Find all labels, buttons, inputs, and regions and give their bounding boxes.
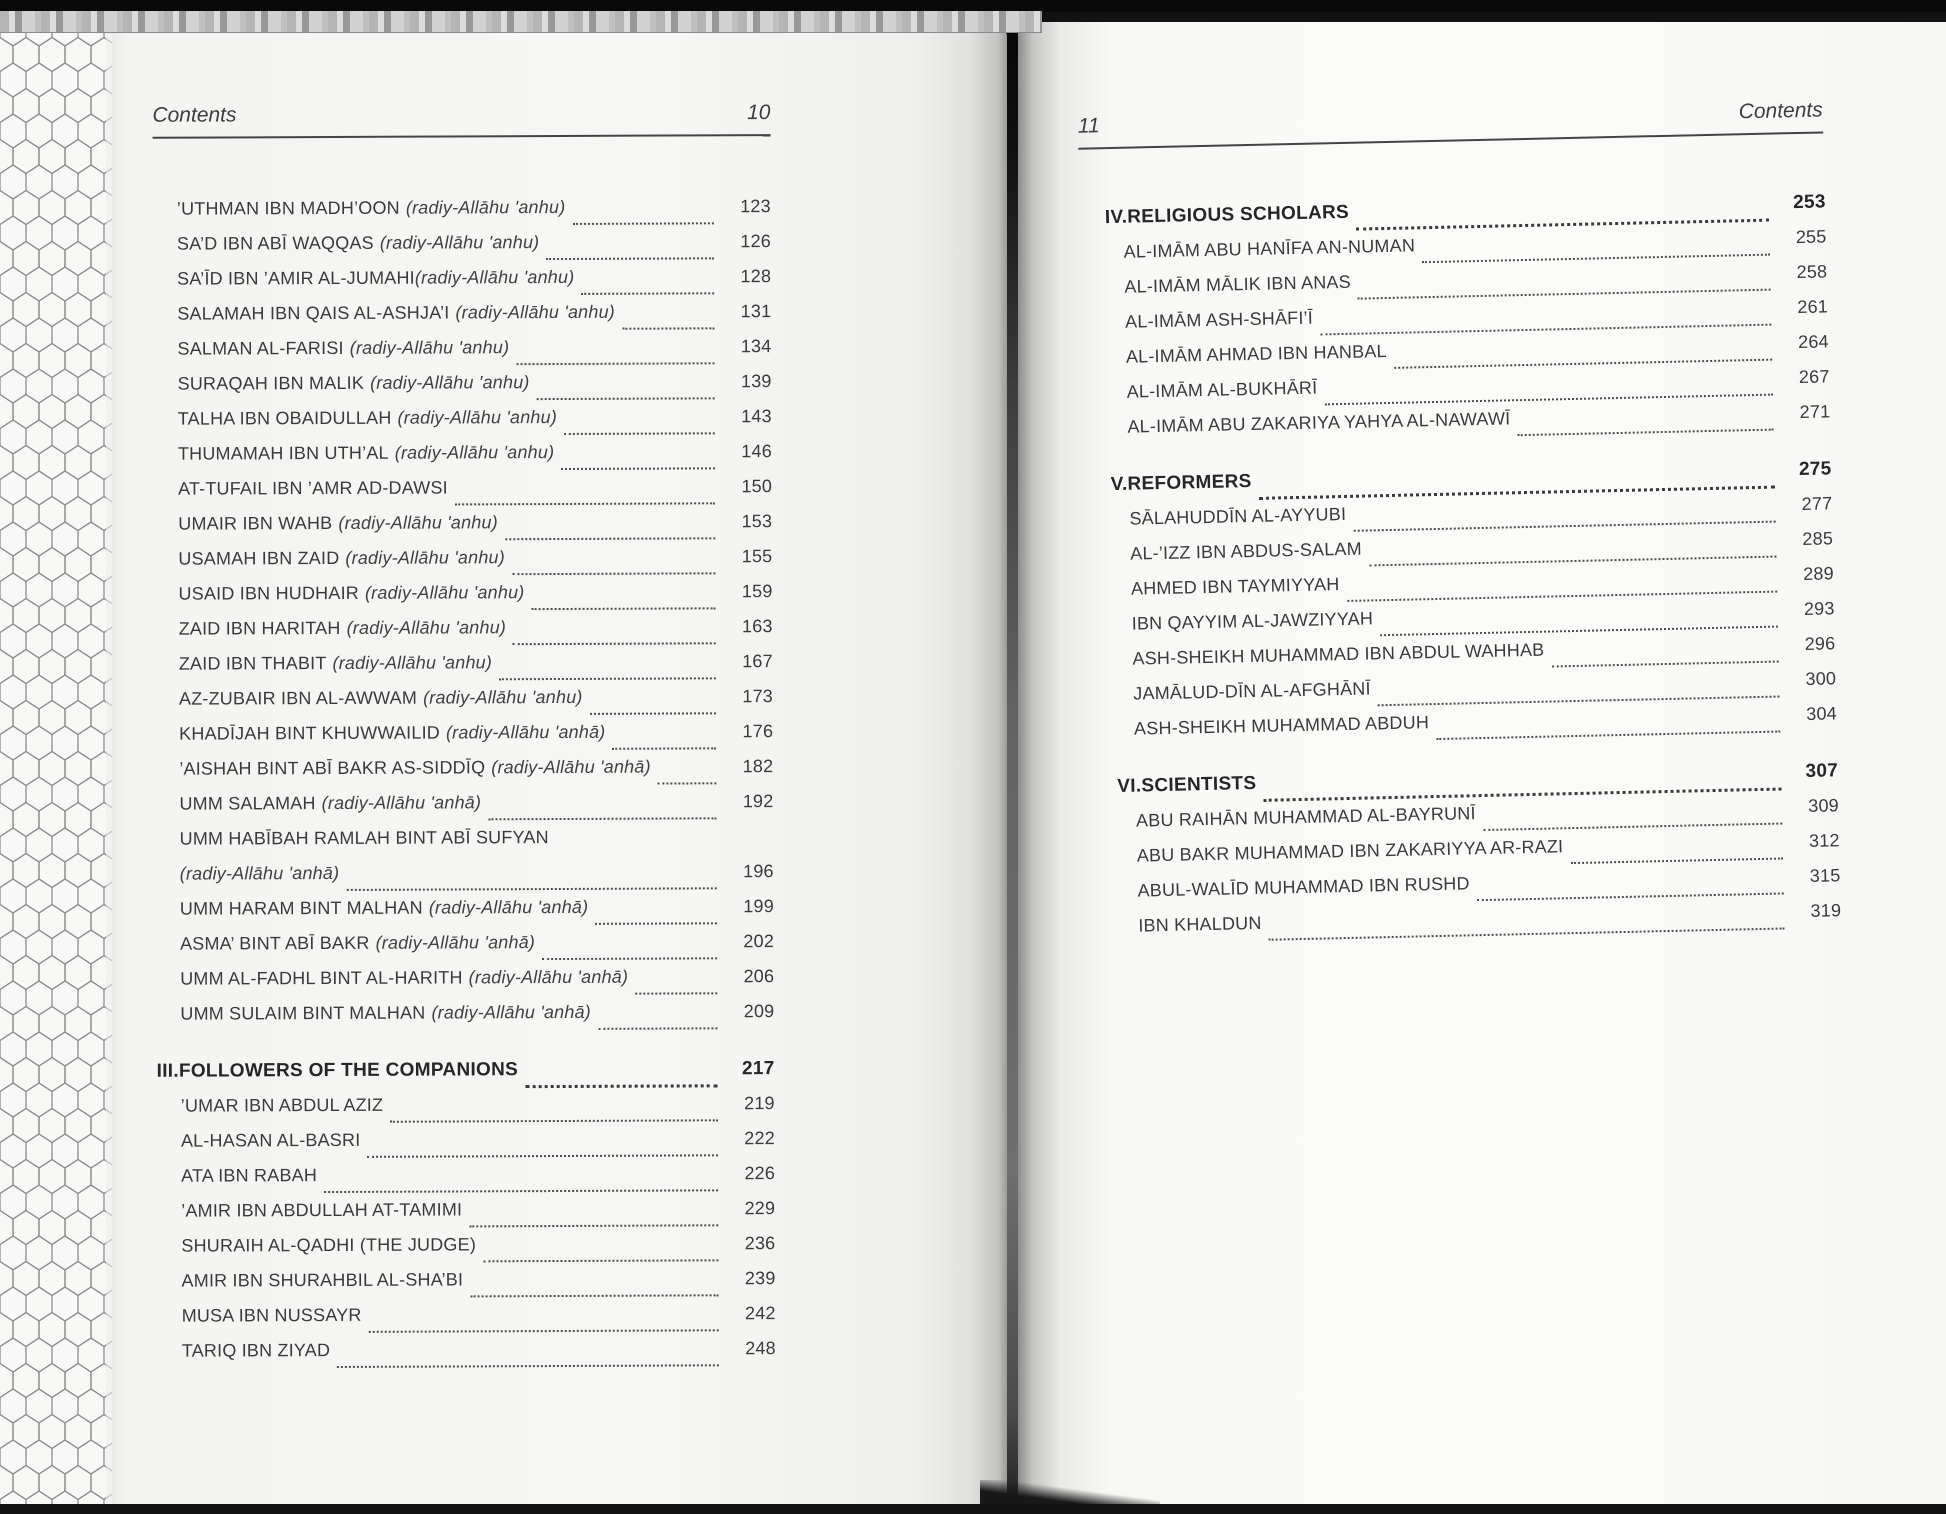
dot-leader: [1369, 556, 1776, 567]
toc-entry-row: [177, 266, 771, 304]
entry-page-number: 167: [742, 651, 773, 672]
entry-page-number: 143: [741, 406, 772, 427]
entry-title: SA’ĪD IBN ’AMIR AL-JUMAHI: [177, 267, 415, 289]
entry-page-number: 131: [740, 301, 772, 322]
entry-page-number: 289: [1802, 563, 1835, 584]
entry-page-number: 242: [744, 1303, 776, 1324]
entry-title: AL-IMĀM AL-BUKHĀRĪ: [1126, 377, 1318, 402]
entry-page-number: 176: [742, 721, 774, 742]
dot-leader: [483, 1259, 718, 1262]
dot-leader: [546, 257, 714, 260]
toc-entry-row: [178, 546, 772, 584]
entry-page-number: 239: [744, 1268, 776, 1289]
entry-title: ’UTHMAN IBN MADH’OON: [176, 197, 400, 219]
entry-page-number: 312: [1808, 830, 1840, 851]
entry-page-number: 226: [744, 1163, 776, 1184]
dot-leader: [613, 747, 717, 749]
entry-title: ASMA’ BINT ABĪ BAKR: [180, 932, 370, 954]
entry-page-number: 199: [743, 896, 774, 917]
entry-title: AMIR IBN SHURAHBIL AL-SHA’BI: [181, 1269, 464, 1291]
entry-page-number: 229: [744, 1198, 776, 1219]
entry-title: SURAQAH IBN MALIK: [177, 372, 365, 394]
entry-page-number: 139: [740, 371, 772, 392]
toc-entry-row: [179, 651, 773, 689]
toc-entry-row: [178, 476, 772, 514]
section-title: III.FOLLOWERS OF THE COMPANIONS: [156, 1059, 519, 1082]
entry-page-number: 146: [741, 441, 772, 462]
dot-leader: [337, 1364, 719, 1368]
entry-title: USAMAH IBN ZAID: [178, 547, 340, 569]
entry-title: AL-IMĀM ASH-SHĀFI’Ī: [1124, 307, 1314, 332]
toc-entry-row: [179, 686, 773, 724]
toc-list-right: [1104, 191, 1842, 950]
entry-title: UMM HARAM BINT MALHAN: [179, 897, 423, 919]
entry-title: AL-IMĀM MĀLIK IBN ANAS: [1124, 271, 1352, 297]
entry-title: AHMED IBN TAYMIYYAH: [1130, 574, 1340, 599]
entry-title: ATA IBN RABAH: [181, 1165, 318, 1186]
dot-leader: [1378, 696, 1780, 707]
toc-section-row: [157, 1058, 775, 1096]
folio-number: 11: [1077, 114, 1100, 138]
entry-page-number: 307: [1805, 760, 1839, 782]
dot-leader: [369, 1329, 719, 1333]
entry-title: THUMAMAH IBN UTH’AL: [177, 442, 389, 464]
dot-leader: [470, 1294, 718, 1297]
entry-honorific: (radiy-Allāhu 'anhā): [431, 1001, 592, 1023]
entry-page-number: 304: [1806, 703, 1838, 724]
entry-title: TALHA IBN OBAIDULLAH: [177, 407, 392, 429]
toc-entry-row: [181, 1198, 775, 1236]
entry-title: ABUL-WALĪD MUHAMMAD IBN RUSHD: [1137, 873, 1470, 901]
entry-honorific: (radiy-Allāhu 'anhā): [321, 792, 482, 814]
dot-leader: [658, 782, 717, 784]
entry-title: AL-IMĀM ABU HANĪFA AN-NUMAN: [1123, 235, 1416, 262]
entry-honorific: (radiy-Allāhu 'anhu): [379, 232, 540, 253]
toc-entry-row: [178, 441, 772, 479]
entry-honorific: (radiy-Allāhu 'anhu): [349, 337, 510, 358]
dot-leader: [455, 502, 715, 505]
entry-honorific: (radiy-Allāhu 'anhā): [179, 862, 340, 884]
dot-leader: [525, 1084, 718, 1088]
toc-entry-row: [180, 966, 774, 1004]
entry-page-number: 264: [1797, 331, 1829, 353]
entry-honorific: (radiy-Allāhu 'anhu): [332, 652, 493, 673]
entry-page-number: 261: [1797, 296, 1829, 318]
toc-entry-row: [178, 406, 772, 444]
dot-leader: [346, 887, 716, 891]
toc-entry-row: [179, 721, 773, 759]
dot-leader: [590, 712, 716, 715]
entry-honorific: (radiy-Allāhu 'anhu): [364, 582, 525, 603]
right-page-header: [1078, 98, 1824, 149]
honeycomb-endpaper: [0, 12, 118, 1504]
entry-title: ZAID IBN HARITAH: [178, 617, 341, 639]
dot-leader: [1422, 254, 1770, 264]
toc-list-left: [156, 196, 776, 1376]
dot-leader: [572, 222, 713, 225]
entry-title: IBN QAYYIM AL-JAWZIYYAH: [1131, 608, 1374, 634]
entry-title: SHURAIH AL-QADHI (THE JUDGE): [181, 1234, 477, 1256]
dot-leader: [532, 607, 716, 610]
entry-honorific: (radiy-Allāhu 'anhu): [423, 686, 583, 708]
decorated-page-edges: [0, 11, 1042, 33]
entry-honorific: (radiy-Allāhu 'anhā): [428, 896, 589, 918]
entry-title: UMM SALAMAH: [179, 793, 316, 814]
honeycomb-pattern-icon: [0, 12, 118, 1504]
entry-page-number: 159: [741, 581, 773, 602]
entry-page-number: 163: [741, 616, 773, 637]
toc-entry-row: [179, 616, 773, 654]
toc-entry-row: [181, 1163, 775, 1201]
entry-title: AL-HASAN AL-BASRI: [180, 1129, 361, 1151]
toc-entry-row: [182, 1303, 776, 1341]
entry-title: UMAIR IBN WAHB: [178, 512, 333, 534]
entry-title: ABU BAKR MUHAMMAD IBN ZAKARIYYA AR-RAZI: [1136, 836, 1564, 866]
entry-honorific: (radiy-Allāhu 'anhu): [338, 512, 498, 533]
entry-honorific: (radiy-Allāhu 'anhu): [370, 372, 530, 393]
entry-page-number: 150: [741, 476, 773, 497]
toc-section-gap: [180, 1036, 774, 1061]
entry-title: SA’D IBN ABĪ WAQQAS: [176, 232, 374, 254]
entry-honorific: (radiy-Allāhu 'anhu): [397, 407, 558, 428]
entry-title: MUSA IBN NUSSAYR: [181, 1304, 362, 1326]
dot-leader: [1518, 429, 1774, 437]
entry-page-number: 182: [742, 756, 774, 777]
right-page: [1018, 22, 1946, 1504]
entry-page-number: 219: [744, 1093, 775, 1114]
toc-entry-row: [180, 1001, 774, 1039]
entry-page-number: 206: [743, 966, 775, 987]
entry-honorific: (radiy-Allāhu 'anhu): [346, 617, 507, 638]
dot-leader: [622, 327, 714, 329]
entry-honorific: (radiy-Allāhu 'anhu): [394, 442, 555, 463]
toc-entry-row: [180, 896, 774, 934]
dot-leader: [581, 292, 714, 295]
dot-leader: [1436, 731, 1780, 741]
entry-title: SALMAN AL-FARISI: [177, 337, 344, 359]
dot-leader: [1571, 857, 1783, 864]
entry-page-number: 192: [742, 791, 774, 812]
toc-entry-row: [181, 1093, 775, 1131]
dot-leader: [324, 1189, 718, 1193]
entry-honorific: (radiy-Allāhu 'anhu): [414, 266, 575, 288]
binding-shadow: [980, 1480, 1160, 1504]
dot-leader: [505, 537, 715, 540]
entry-page-number: 285: [1802, 528, 1834, 549]
entry-page-number: 155: [741, 546, 773, 567]
entry-title: UMM HABĪBAH RAMLAH BINT ABĪ SUFYAN: [179, 827, 549, 849]
entry-title: ’UMAR IBN ABDUL AZIZ: [180, 1094, 384, 1116]
running-title: Contents: [1738, 98, 1823, 124]
entry-page-number: 248: [745, 1338, 776, 1359]
dot-leader: [1477, 892, 1784, 901]
entry-title: JAMĀLUD-DĪN AL-AFGHĀNĪ: [1133, 678, 1371, 704]
entry-page-number: 196: [743, 861, 774, 882]
dot-leader: [635, 992, 717, 994]
entry-honorific: (radiy-Allāhu 'anhu): [405, 196, 566, 218]
entry-page-number: 217: [741, 1058, 775, 1080]
dot-leader: [1394, 359, 1772, 369]
entry-title: UMM AL-FADHL BINT AL-HARITH: [180, 967, 463, 989]
entry-page-number: 319: [1810, 900, 1842, 921]
entry-honorific: (radiy-Allāhu 'anhā): [491, 756, 651, 778]
toc-entry-row: [177, 231, 771, 269]
entry-title: SALAMAH IBN QAIS AL-ASHJA’I: [177, 302, 450, 324]
dot-leader: [1380, 626, 1778, 637]
toc-entry-row: [179, 791, 773, 829]
entry-page-number: 209: [743, 1001, 775, 1022]
entry-page-number: 222: [744, 1128, 775, 1149]
entry-page-number: 134: [740, 336, 772, 357]
dot-leader: [367, 1154, 718, 1158]
entry-honorific: (radiy-Allāhu 'anhā): [468, 966, 629, 988]
dot-leader: [542, 957, 717, 960]
left-page: [112, 30, 1007, 1504]
dot-leader: [595, 922, 717, 925]
entry-title: AL-IMĀM ABU ZAKARIYA YAHYA AL-NAWAWĪ: [1127, 408, 1511, 437]
entry-title: TARIQ IBN ZIYAD: [181, 1340, 331, 1361]
entry-page-number: 202: [743, 931, 775, 952]
entry-title: KHADĪJAH BINT KHUWWAILID: [179, 722, 441, 744]
entry-page-number: 309: [1808, 795, 1840, 816]
entry-honorific: (radiy-Allāhu 'anhā): [445, 721, 606, 743]
toc-entry-row: [178, 511, 772, 549]
dot-leader: [1269, 927, 1785, 940]
entry-title: AL-’IZZ IBN ABDUS-SALAM: [1130, 538, 1363, 564]
toc-entry-row: [178, 371, 772, 409]
dot-leader: [469, 1224, 718, 1227]
entry-honorific: (radiy-Allāhu 'anhu): [455, 301, 616, 323]
entry-title: AZ-ZUBAIR IBN AL-AWWAM: [178, 687, 418, 709]
dot-leader: [516, 362, 714, 365]
entry-title: ’AISHAH BINT ABĪ BAKR AS-SIDDĪQ: [179, 757, 486, 779]
section-title: IV.RELIGIOUS SCHOLARS: [1104, 201, 1350, 229]
dot-leader: [390, 1119, 718, 1122]
entry-page-number: 153: [741, 511, 773, 532]
running-title: Contents: [152, 103, 237, 127]
entry-page-number: 277: [1801, 493, 1833, 515]
toc-entry-row: [180, 826, 774, 864]
section-title: VI.SCIENTISTS: [1117, 772, 1257, 798]
dot-leader: [488, 817, 716, 820]
left-page-content: [110, 28, 1011, 1506]
entry-page-number: 271: [1799, 401, 1831, 423]
entry-title: ZAID IBN THABIT: [178, 653, 327, 674]
dot-leader: [598, 1027, 717, 1030]
toc-entry-row: [178, 581, 772, 619]
entry-page-number: 173: [742, 686, 774, 707]
dot-leader: [1483, 823, 1782, 832]
entry-title: ’AMIR IBN ABDULLAH AT-TAMIMI: [181, 1199, 463, 1221]
toc-entry-row: [179, 756, 773, 794]
entry-page-number: 128: [740, 266, 772, 287]
entry-title: AT-TUFAIL IBN ’AMR AD-DAWSI: [178, 477, 448, 499]
left-page-header: [152, 101, 770, 139]
toc-entry-row: [177, 196, 771, 234]
entry-page-number: 253: [1792, 191, 1826, 214]
entry-page-number: 123: [740, 196, 771, 217]
folio-number: 10: [747, 101, 771, 125]
entry-page-number: 293: [1803, 598, 1835, 619]
toc-entry-row: [182, 1338, 776, 1376]
dot-leader: [499, 677, 716, 680]
dot-leader: [513, 642, 716, 645]
toc-entry-row: [181, 1128, 775, 1166]
entry-page-number: 300: [1805, 668, 1837, 689]
right-page-content: [1006, 12, 1946, 1514]
entry-page-number: 315: [1809, 865, 1841, 886]
dot-leader: [564, 432, 715, 435]
entry-title: UMM SULAIM BINT MALHAN: [180, 1002, 426, 1024]
entry-honorific: (radiy-Allāhu 'anhu): [345, 547, 505, 568]
entry-page-number: 258: [1796, 261, 1828, 283]
dot-leader: [561, 467, 715, 470]
entry-page-number: 275: [1798, 458, 1832, 481]
toc-entry-row: [180, 931, 774, 969]
dot-leader: [512, 572, 715, 575]
toc-entry-row: [177, 301, 771, 339]
dot-leader: [537, 397, 715, 400]
section-title: V.REFORMERS: [1110, 471, 1252, 496]
entry-title: IBN KHALDUN: [1138, 912, 1262, 936]
toc-entry-row: [181, 1268, 775, 1306]
entry-page-number: 126: [740, 231, 772, 252]
entry-title: ABU RAIHĀN MUHAMMAD AL-BAYRUNĪ: [1135, 803, 1476, 831]
toc-entry-row: [181, 1233, 775, 1271]
entry-title: ASH-SHEIKH MUHAMMAD IBN ABDUL WAHHAB: [1132, 639, 1545, 669]
entry-page-number: 296: [1804, 633, 1836, 654]
dot-leader: [1552, 661, 1779, 668]
entry-page-number: 255: [1795, 226, 1827, 248]
entry-title: ASH-SHEIKH MUHAMMAD ABDUH: [1133, 712, 1430, 739]
entry-honorific: (radiy-Allāhu 'anhā): [375, 932, 536, 953]
entry-title: USAID IBN HUDHAIR: [178, 582, 359, 604]
entry-page-number: 267: [1798, 366, 1830, 388]
toc-entry-row: [177, 336, 771, 374]
entry-title: AL-IMĀM AHMAD IBN HANBAL: [1125, 341, 1387, 367]
toc-entry-row: [180, 861, 774, 899]
entry-title: SĀLAHUDDĪN AL-AYYUBI: [1129, 503, 1347, 529]
entry-page-number: 236: [744, 1233, 776, 1254]
